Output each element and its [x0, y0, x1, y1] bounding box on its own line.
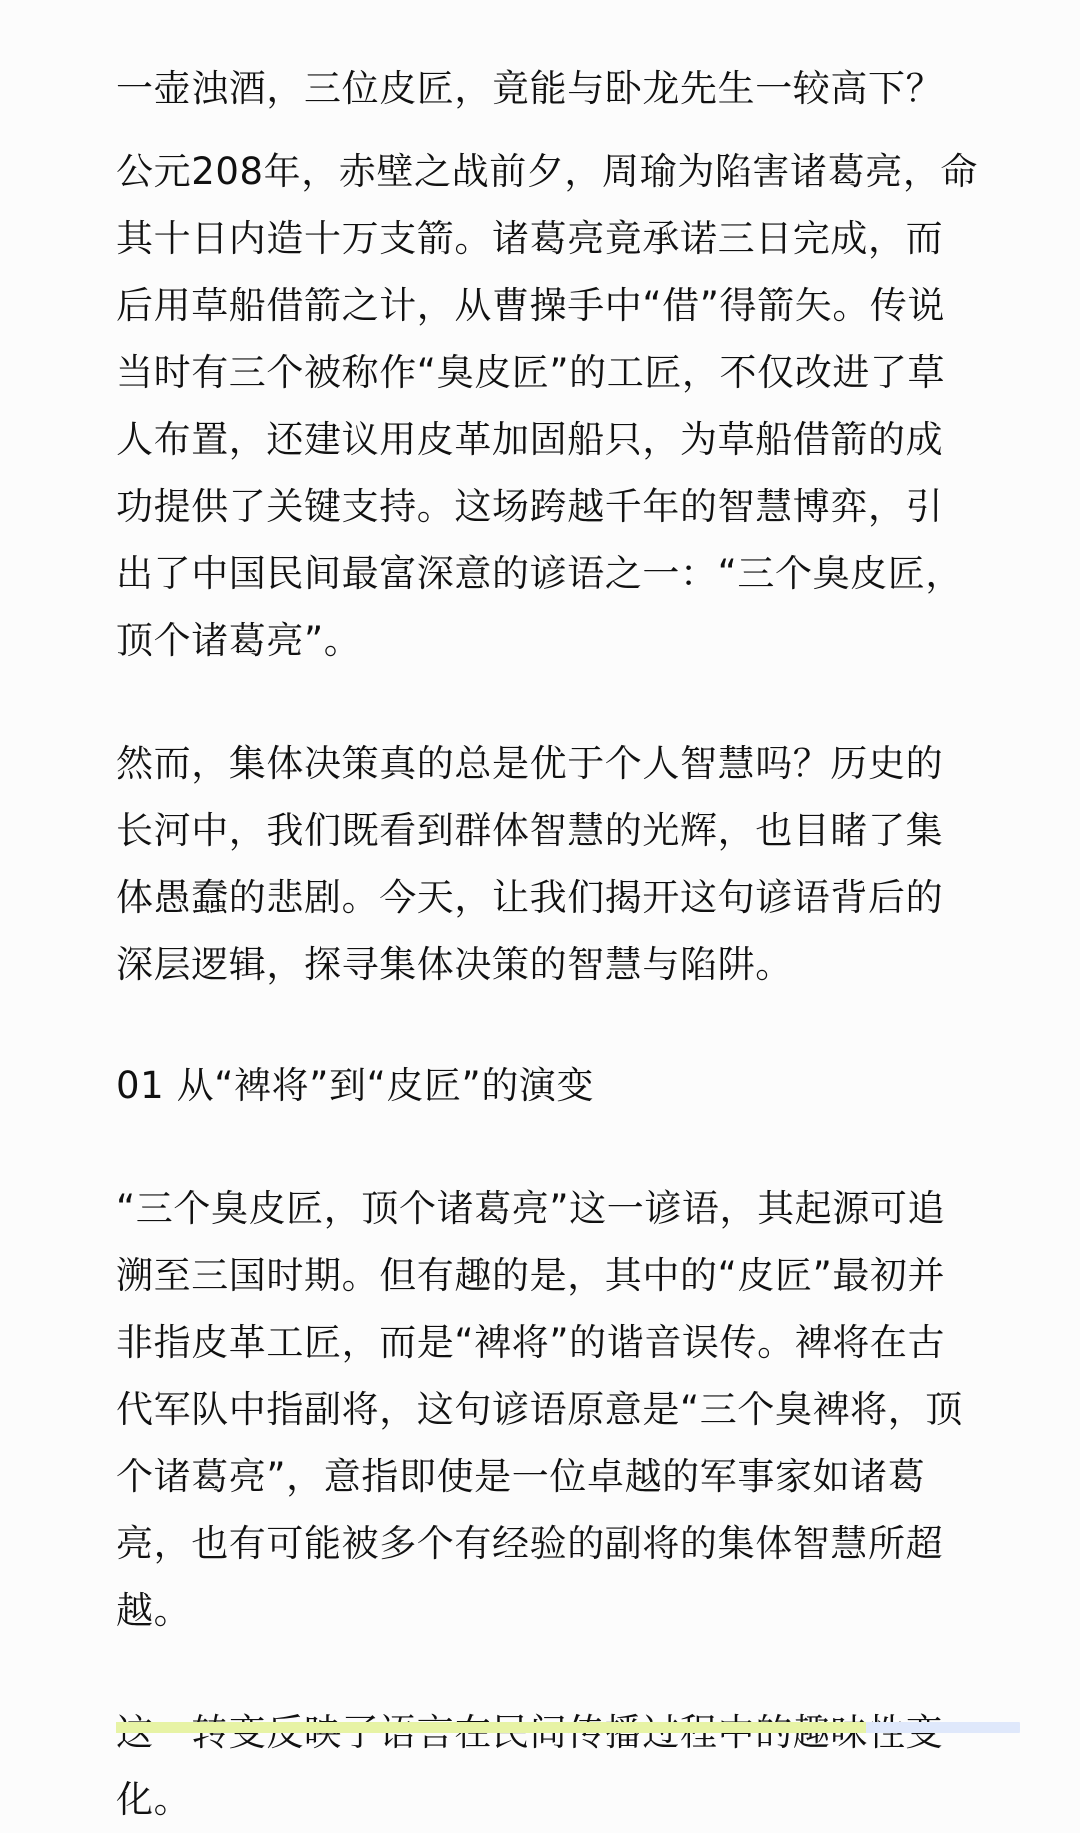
article-paragraph-conclusion: 化。	[116, 1778, 192, 1821]
reading-progress-fill	[116, 1722, 866, 1733]
reading-progress-bar	[116, 1722, 1020, 1733]
article-paragraph-question: 然而，集体决策真的总是优于个人智慧吗？历史的长河中，我们既看到群体智慧的光辉，也目睹了集体愚蠢的悲剧。今天，让我们揭开这句谚语背后的深层逻辑，探寻集体决策的智慧与陷阱。	[116, 742, 944, 986]
article-paragraph-history: 公元208年，赤壁之战前夕，周瑜为陷害诸葛亮，命其十日内造十万支箭。诸葛亮竟承诺三日完成，而后用草船借箭之计，从曹操手中“借”得箭矢。传说当时有三个被称作“臭皮匠”的工匠，不仅改进了草人布置，还建议用皮革加固船只，为草船借箭的成功提供了关键支持。这场跨越千年的智慧博弈，引出了中国民间最富深意的谚语之一：“三个臭皮匠，顶个诸葛亮”。	[116, 150, 979, 662]
article-paragraph-origin: “三个臭皮匠，顶个诸葛亮”这一谚语，其起源可追溯至三国时期。但有趣的是，其中的“皮匠”最初并非指皮革工匠，而是“裨将”的谐音误传。裨将在古代军队中指副将，这句谚语原意是“三个臭裨将，顶个诸葛亮”，意指即使是一位卓越的军事家如诸葛亮，也有可能被多个有经验的副将的集体智慧所超越。	[116, 1187, 963, 1632]
section-heading: 01 从“裨将”到“皮匠”的演变	[116, 1064, 595, 1107]
article-lead-paragraph: 一壶浊酒，三位皮匠，竟能与卧龙先生一较高下？	[116, 67, 944, 110]
